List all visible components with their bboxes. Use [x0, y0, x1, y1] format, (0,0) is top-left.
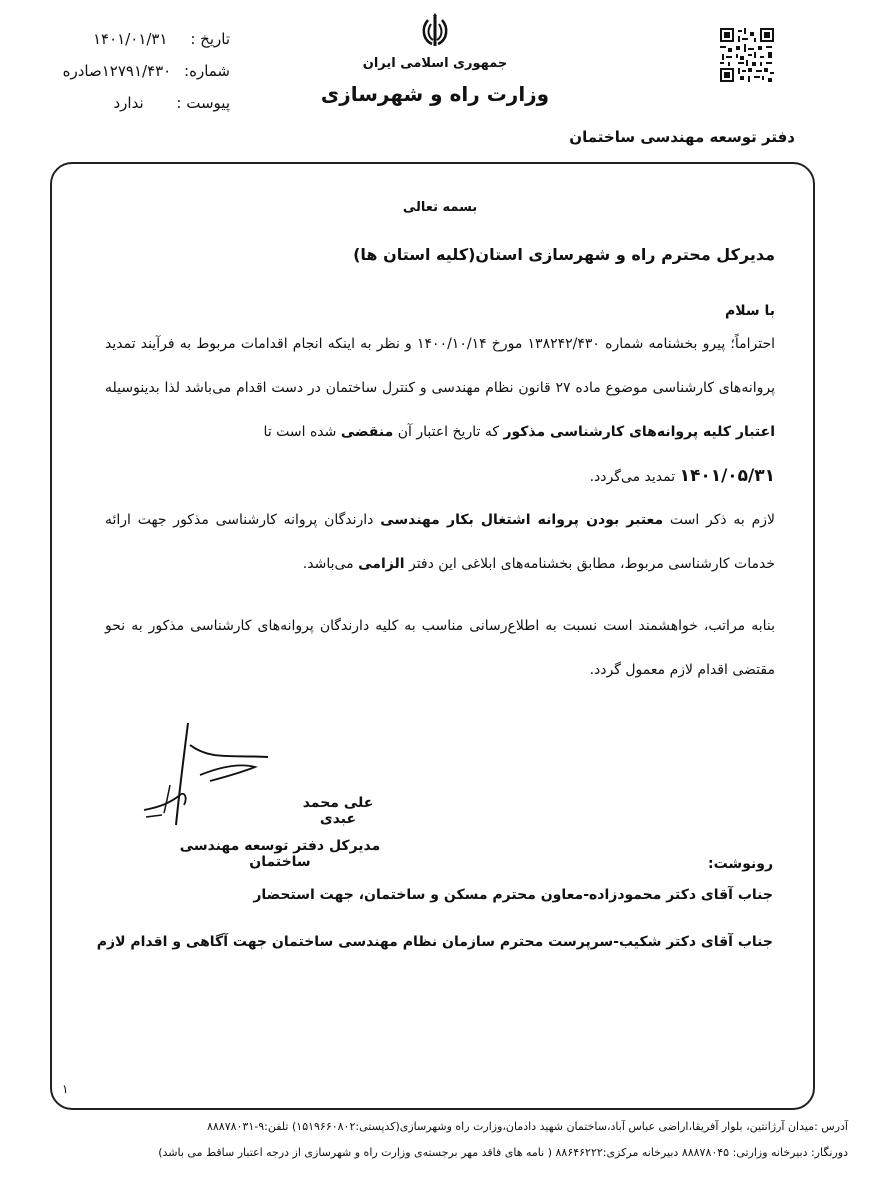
- paragraph-2: [105, 498, 775, 586]
- p1-bold-expired: منقضی: [340, 424, 394, 440]
- number-value: ۱۲۷۹۱/۴۳۰صادره: [62, 62, 172, 80]
- handwritten-signature: [140, 715, 280, 835]
- p1-text-a: احتراماً؛ پیرو بخشنامه شماره ۱۳۸۲۴۲/۴۳۰ مورخ ۱۴۰۰/۱۰/۱۴ و نظر به اینکه انجام اقدامات مربوط به فرآیند تمدید پروانه‌های کارشناسی موضوع ماده ۲۷ قانون نظام مهندسی و کنترل ساختمان در دست اقدام می‌باشد لذا بدینوسیله: [105, 336, 776, 396]
- paragraph-1: [105, 322, 775, 499]
- p2-bold-mandatory: الزامی: [358, 556, 405, 572]
- p1-text-d: شده است تا: [263, 424, 337, 440]
- attachment-value: ندارد: [113, 94, 144, 112]
- p2-bold-license: معتبر بودن پروانه اشتغال بکار مهندسی: [380, 512, 664, 528]
- attachment-row: [90, 94, 230, 112]
- qr-code-icon: [720, 28, 774, 82]
- cc-line-2: جناب آقای دکتر شکیب-سرپرست محترم سازمان نظام مهندسی ساختمان جهت آگاهی و اقدام لازم: [96, 934, 773, 950]
- cc-title: رونوشت:: [708, 856, 773, 872]
- p2-text-d: می‌باشد.: [302, 556, 354, 572]
- footer-address: آدرس :میدان آرژانتین، بلوار آفریقا،اراضی عباس آباد،ساختمان شهید دادمان،وزارت راه وشهرسازی(کدپستی:۱۵۱۹۶۶۰۸۰۲) تلفن:۹-۸۸۸۷۸۰۳۱: [206, 1120, 848, 1133]
- office-title: دفتر توسعه مهندسی ساختمان: [569, 128, 795, 146]
- date-value: ۱۴۰۱/۰۱/۳۱: [92, 30, 168, 48]
- bismillah: بسمه تعالی: [402, 200, 478, 215]
- p1-text-e: تمدید می‌گردد.: [589, 469, 676, 485]
- signatory-name: علی محمد عبدی: [302, 795, 374, 827]
- iran-emblem-icon: [415, 12, 455, 52]
- attachment-label: پیوست :: [176, 94, 230, 112]
- cc-line-1: جناب آقای دکتر محمودزاده-معاون محترم مسکن و ساختمان، جهت استحضار: [253, 887, 773, 903]
- date-row: [60, 30, 230, 48]
- footer-fax: دورنگار: دبیرخانه وزارتی: ۸۸۸۷۸۰۴۵ دبیرخانه مرکزی:۸۸۶۴۶۲۲۲ ( نامه های فاقد مهر برجسته‌ی وزارت راه و شهرسازی از درجه اعتبار ساقط می باشد): [158, 1146, 848, 1159]
- greeting: با سلام: [724, 303, 775, 319]
- p2-text-c: دارندگان پروانه کارشناسی مذکور جهت ارائه خدمات کارشناسی مربوط، مطابق بخشنامه‌های ابلاغی این دفتر: [105, 512, 775, 572]
- p1-bold-validity: اعتبار کلیه پروانه‌های کارشناسی مذکور: [503, 424, 775, 440]
- addressee: مدیرکل محترم راه و شهرسازی استان(کلیه استان ها): [353, 245, 775, 264]
- republic-title: جمهوری اسلامی ایران: [362, 56, 508, 71]
- p1-text-c: که تاریخ اعتبار آن: [397, 424, 499, 440]
- signatory-title: مدیرکل دفتر توسعه مهندسی ساختمان: [179, 838, 381, 870]
- p2-text-a: لازم به ذکر است: [669, 512, 775, 528]
- page-number: ۱: [62, 1082, 69, 1096]
- p1-extension-date: ۱۴۰۱/۰۵/۳۱: [679, 466, 775, 486]
- number-label: شماره:: [184, 62, 230, 80]
- number-row: [38, 62, 230, 80]
- date-label: تاریخ :: [190, 30, 230, 48]
- ministry-title: وزارت راه و شهرسازی: [320, 82, 550, 106]
- paragraph-3: بنابه مراتب، خواهشمند است نسبت به اطلاع‌رسانی مناسب به کلیه دارندگان پروانه‌های کارشناسی مذکور به نحو مقتضی اقدام لازم معمول گردد.: [105, 618, 775, 678]
